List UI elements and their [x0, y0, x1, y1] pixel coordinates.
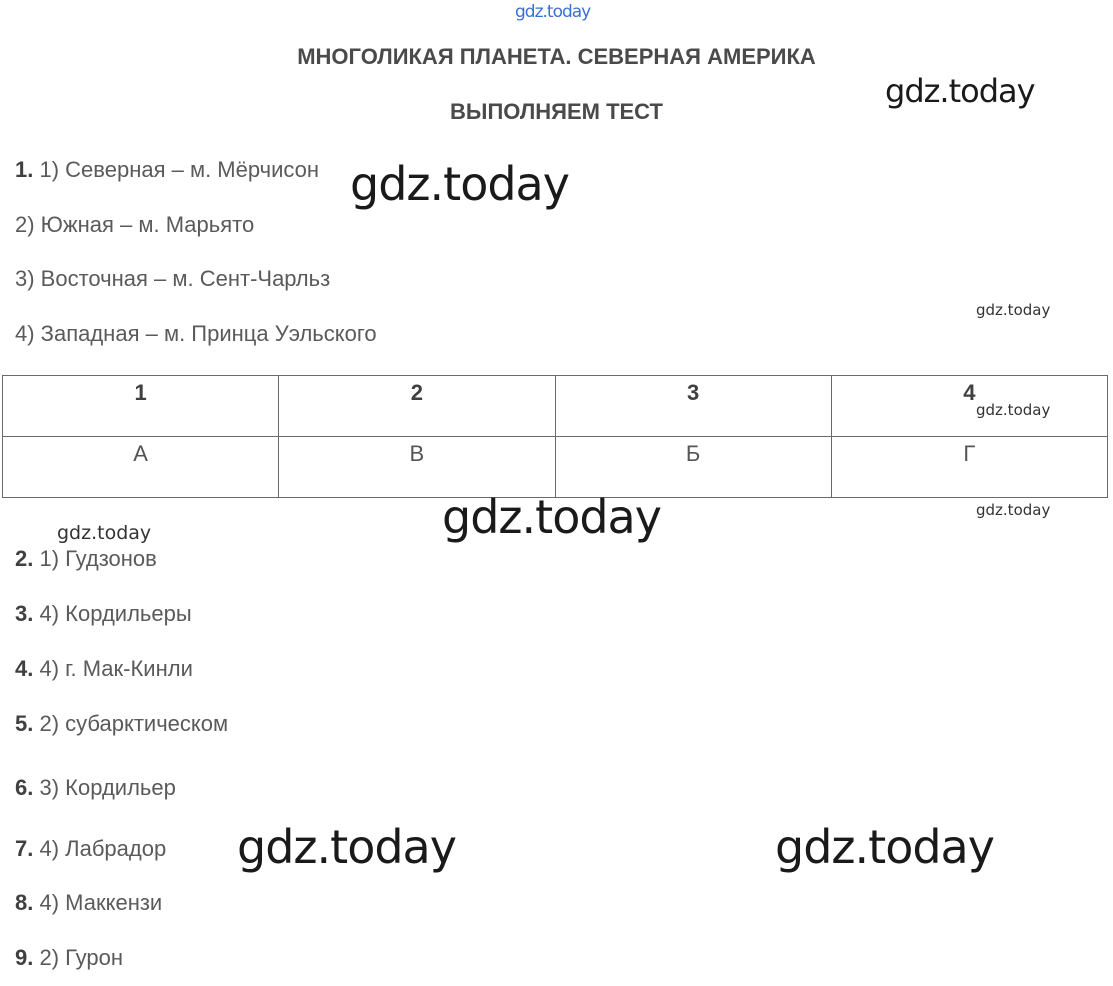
question-number: 8.: [15, 890, 34, 915]
question-number: 9.: [15, 945, 34, 970]
answer-line: [15, 656, 193, 682]
question-1-item: 4) Западная – м. Принца Уэльского: [15, 321, 377, 346]
table-cell: А: [3, 437, 279, 498]
watermark: gdz.today: [57, 522, 152, 544]
watermark: gdz.today: [442, 490, 661, 544]
answer-text: 2) субарктическом: [39, 711, 229, 736]
table-header-cell: 2: [279, 376, 555, 437]
watermark: gdz.today: [976, 401, 1051, 419]
watermark: gdz.today: [976, 301, 1051, 319]
answer-line: [15, 711, 228, 737]
question-number: 1.: [15, 157, 34, 182]
question-number: 4.: [15, 656, 34, 681]
table-header-cell: 1: [3, 376, 279, 437]
table-row: [3, 437, 1108, 498]
table-header-cell: 3: [555, 376, 831, 437]
question-number: 2.: [15, 546, 34, 571]
answer-table: [2, 375, 1108, 498]
answer-text: 4) Маккензи: [39, 890, 163, 915]
answer-line: [15, 836, 166, 862]
page-title: МНОГОЛИКАЯ ПЛАНЕТА. СЕВЕРНАЯ АМЕРИКА: [297, 44, 816, 69]
answer-text: 4) Кордильеры: [39, 601, 192, 626]
answer-line: [15, 601, 192, 627]
question-number: 7.: [15, 836, 34, 861]
table-header-row: [3, 376, 1108, 437]
watermark: gdz.today: [775, 820, 994, 874]
table-cell: Б: [555, 437, 831, 498]
question-1-item: 2) Южная – м. Марьято: [15, 212, 255, 237]
question-1-item: 3) Восточная – м. Сент-Чарльз: [15, 266, 331, 291]
watermark: gdz.today: [885, 72, 1035, 110]
answer-text: 1) Северная – м. Мёрчисон: [39, 157, 319, 182]
question-1-item: [15, 157, 319, 183]
question-number: 6.: [15, 775, 34, 800]
question-number: 5.: [15, 711, 34, 736]
watermark: gdz.today: [350, 157, 569, 211]
page-subtitle: ВЫПОЛНЯЕМ ТЕСТ: [450, 99, 663, 124]
answer-line: [15, 775, 176, 801]
answer-text: 4) г. Мак-Кинли: [39, 656, 193, 681]
watermark: gdz.today: [237, 820, 456, 874]
answer-line: [15, 890, 162, 916]
answer-text: 2) Гурон: [39, 945, 123, 970]
watermark-top: gdz.today: [515, 2, 591, 22]
table-cell: В: [279, 437, 555, 498]
answer-line: [15, 945, 123, 971]
answer-text: 1) Гудзонов: [39, 546, 157, 571]
table-cell: Г: [831, 437, 1107, 498]
answer-text: 3) Кордильер: [39, 775, 176, 800]
answer-text: 4) Лабрадор: [39, 836, 167, 861]
question-number: 3.: [15, 601, 34, 626]
table-header-cell: 4: [831, 376, 1107, 437]
answer-line: [15, 546, 157, 572]
watermark: gdz.today: [976, 501, 1051, 519]
